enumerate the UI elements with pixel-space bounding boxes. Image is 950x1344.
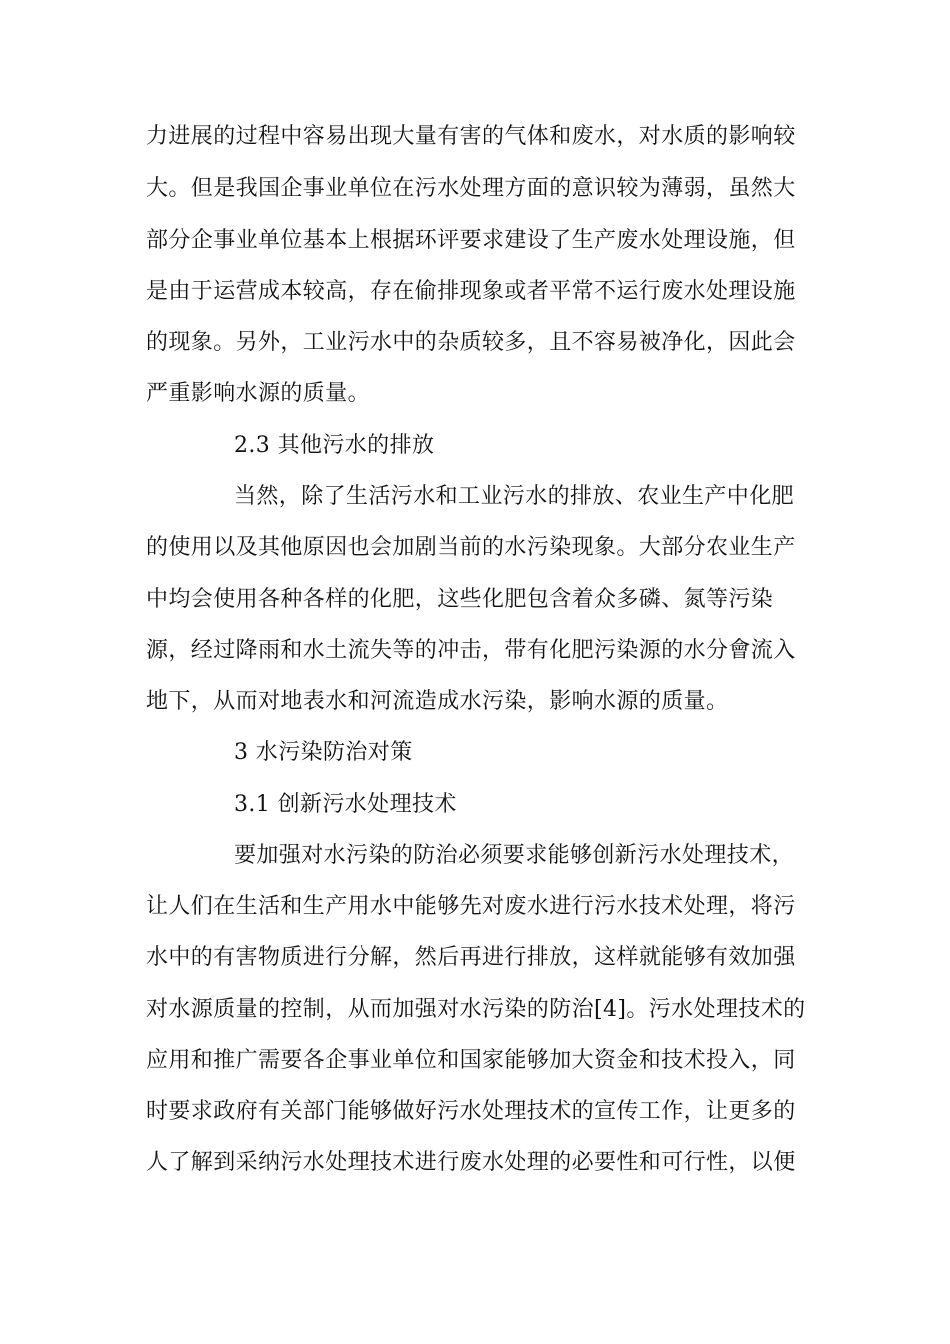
- paragraph-line: 让人们在生活和生产用水中能够先对废水进行污水技术处理，将污: [146, 894, 796, 919]
- paragraph-line: 时要求政府有关部门能够做好污水处理技术的宣传工作，让更多的: [146, 1099, 796, 1124]
- section-heading: 3.1 创新污水处理技术: [234, 792, 457, 817]
- paragraph-line: 部分企事业单位基本上根据环评要求建设了生产废水处理设施，但: [146, 228, 796, 253]
- paragraph-line: 大。但是我国企事业单位在污水处理方面的意识较为薄弱，虽然大: [146, 176, 796, 201]
- paragraph-line: 人了解到采纳污水处理技术进行废水处理的必要性和可行性，以便: [146, 1150, 796, 1175]
- section-heading: 3 水污染防治对策: [234, 740, 413, 765]
- paragraph-line: 是由于运营成本较高，存在偷排现象或者平常不运行废水处理设施: [146, 279, 796, 304]
- paragraph-line: 的使用以及其他原因也会加剧当前的水污染现象。大部分农业生产: [146, 535, 796, 560]
- paragraph-line: 源，经过降雨和水土流失等的冲击，带有化肥污染源的水分會流入: [146, 638, 796, 663]
- paragraph-line: 中均会使用各种各样的化肥，这些化肥包含着众多磷、氮等污染: [146, 587, 774, 612]
- paragraph-line: 当然，除了生活污水和工业污水的排放、农业生产中化肥: [234, 484, 795, 509]
- paragraph-line: 力进展的过程中容易出现大量有害的气体和废水，对水质的影响较: [146, 124, 796, 149]
- section-heading: 2.3 其他污水的排放: [234, 433, 435, 458]
- paragraph-line: 要加强对水污染的防治必须要求能够创新污水处理技术，: [234, 843, 795, 868]
- paragraph-line: 应用和推广需要各企事业单位和国家能够加大资金和技术投入，同: [146, 1048, 796, 1073]
- paragraph-line: 水中的有害物质进行分解，然后再进行排放，这样就能够有效加强: [146, 945, 796, 970]
- paragraph-line: 严重影响水源的质量。: [146, 381, 371, 406]
- paragraph-line: 对水源质量的控制，从而加强对水污染的防治[4]。污水处理技术的: [146, 997, 806, 1022]
- paragraph-line: 地下，从而对地表水和河流造成水污染，影响水源的质量。: [146, 689, 729, 714]
- paragraph-line: 的现象。另外，工业污水中的杂质较多，且不容易被净化，因此会: [146, 330, 796, 355]
